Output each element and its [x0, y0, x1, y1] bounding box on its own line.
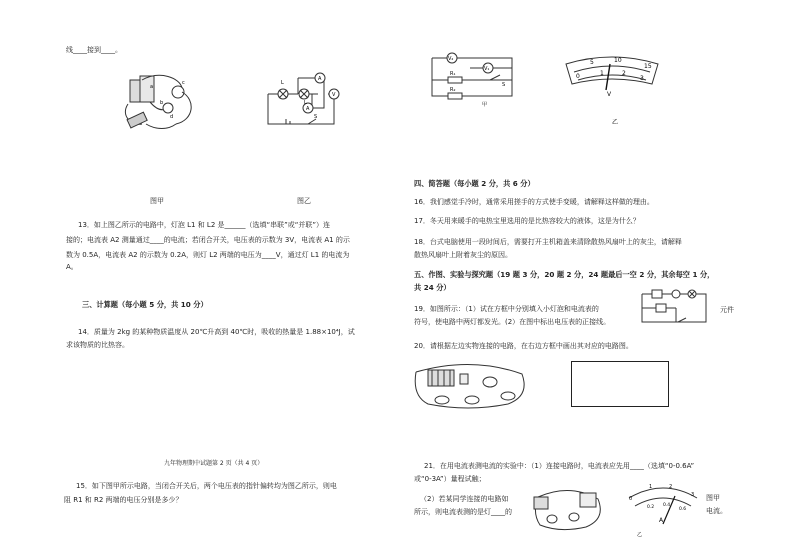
figure-yi-schematic [268, 70, 348, 130]
q19-circuit [640, 284, 712, 330]
scale-top-5: 5 [590, 59, 594, 66]
meter2-caption: 乙 [637, 532, 643, 538]
q13-line3: 数为 0.5A，电流表 A2 的示数为 0.2A，则灯 L2 两端的电压为____V，通过灯 L1 的电流为 [66, 251, 350, 259]
scale-bottom-1: 1 [600, 70, 604, 77]
circuit-label-d: d [170, 114, 174, 120]
q21-ammeter-dial [623, 478, 703, 538]
voltmeter-v2-label: V₂ [448, 56, 454, 62]
q12-tail: 线____接到____。 [66, 46, 122, 54]
q15-line1: 15．如下图甲所示电路，当闭合开关后，两个电压表的指针偏转均为图乙所示，则电 [76, 482, 337, 490]
meter-v-label: V [607, 91, 612, 98]
scale-top-15: 15 [644, 63, 652, 70]
meter2-scale-0-6: 0.6 [679, 507, 687, 512]
meter2-unit-a: A [659, 517, 664, 524]
scale-bottom-2: 2 [622, 70, 626, 77]
meter2-scale-0: 0 [629, 496, 633, 502]
q21-part2-line2: 所示，则电流表测的是灯____的 [414, 508, 512, 516]
q13-line2: 接的；电流表 A2 测量通过____的电流；若闭合开关，电压表的示数为 3V，电流表 A1 的示 [66, 236, 350, 244]
scale-bottom-0: 0 [576, 73, 580, 80]
q15-line2: 阻 R1 和 R2 两端的电压分别是多少？ [64, 496, 183, 504]
q13-line1: 13．如上图乙所示的电路中，灯泡 L1 和 L2 是______（选填“串联”或“并联”）连 [78, 221, 331, 229]
q13-line4: A。 [66, 263, 78, 271]
meter2-scale-1: 1 [649, 484, 653, 490]
meter2-scale-0-2: 0.2 [647, 505, 655, 510]
q20-answer-box[interactable] [571, 361, 669, 407]
section3-heading: 三、计算题（每小题 5 分，共 10 分） [82, 300, 208, 309]
q21-tail-line2: 电流。 [706, 507, 727, 515]
meter2-scale-3: 3 [691, 492, 695, 498]
circuit-label-a: a [150, 84, 154, 90]
q17: 17．冬天用来暖手的电热宝里选用的是比热容较大的液体，这是为什么？ [414, 217, 640, 225]
voltmeter-v1-label: V₁ [484, 66, 490, 72]
figure-jia-caption: 图甲 [150, 197, 164, 205]
section4-heading: 四、简答题（每小题 2 分，共 6 分） [414, 179, 535, 188]
figure-yi-label-top: 乙 [612, 119, 619, 126]
meter2-scale-2: 2 [669, 484, 673, 490]
page-footer: 九年物理期中试题第 2 页（共 4 页） [164, 460, 264, 467]
resistor-r2-label: R₂ [450, 87, 456, 93]
figure-yi-voltmeter-dial [562, 50, 672, 126]
q21-line1: 21．在用电流表测电流的实验中：（1）连接电路时，电流表应先用____（选填“0-0.6A” [424, 462, 695, 470]
q16: 16．我们感觉手冷时，通常采用搓手的方式使手变暖，请解释这样做的理由。 [414, 198, 654, 206]
q19-tail: 元件 [720, 306, 734, 314]
ammeter-a1-label: A [318, 76, 322, 82]
circuit-label-b: b [160, 100, 164, 106]
circuit-label-c: c [182, 80, 185, 86]
q20: 20．请根据左边实物连接的电路，在右边方框中画出其对应的电路图。 [414, 342, 633, 350]
lamp-l2-label: L [304, 100, 307, 106]
q14-line2: 求该物质的比热容。 [66, 341, 129, 349]
switch-label: S [314, 114, 318, 120]
q18-line2: 散热风扇叶上附着灰尘的原因。 [414, 251, 512, 259]
q21-physical-circuit [530, 487, 604, 531]
lamp-l1-label: L [281, 80, 284, 86]
q20-physical-circuit [412, 362, 528, 410]
q21-line2: 或“0-3A”）量程试触； [414, 475, 486, 483]
figure-jia-physical-circuit [120, 74, 200, 134]
figure-yi-caption: 图乙 [297, 197, 311, 205]
ammeter-a2-label: A [306, 106, 310, 112]
resistor-r1-label: R₁ [450, 71, 456, 77]
q21-part2-line1: （2）若某同学连接的电路如 [420, 495, 509, 503]
figure-jia-label-top: 甲 [482, 102, 488, 108]
section5-heading-line1: 五、作图、实验与探究题（19 题 3 分，20 题 2 分，24 题最后一空 2 分，其余每空 1 分， [414, 270, 715, 279]
figure-jia-voltmeter-circuit [430, 50, 530, 106]
switch-s-label: S [502, 82, 506, 88]
section5-heading-line2: 共 24 分） [414, 283, 451, 292]
scale-top-10: 10 [614, 57, 622, 64]
scale-bottom-3: 3 [640, 75, 644, 82]
voltmeter-label: V [332, 92, 336, 98]
q21-tail-line1: 图甲 [706, 494, 720, 502]
q14-line1: 14．质量为 2kg 的某种物质温度从 20℃升高到 40℃时，吸收的热量是 1.88×10⁴J，试 [78, 328, 355, 336]
meter2-scale-0-4: 0.4 [663, 503, 671, 508]
q19-line2: 符号，使电路中两灯都发光。(2）在图中标出电压表的正接线。 [414, 318, 611, 326]
q18-line1: 18．台式电脑使用一段时间后，需要打开主机箱盖来清除散热风扇叶上的灰尘，请解释 [414, 238, 682, 246]
q19-line1: 19．如图所示：（1）试在方框中分别填入小灯泡和电流表的 [414, 305, 599, 313]
